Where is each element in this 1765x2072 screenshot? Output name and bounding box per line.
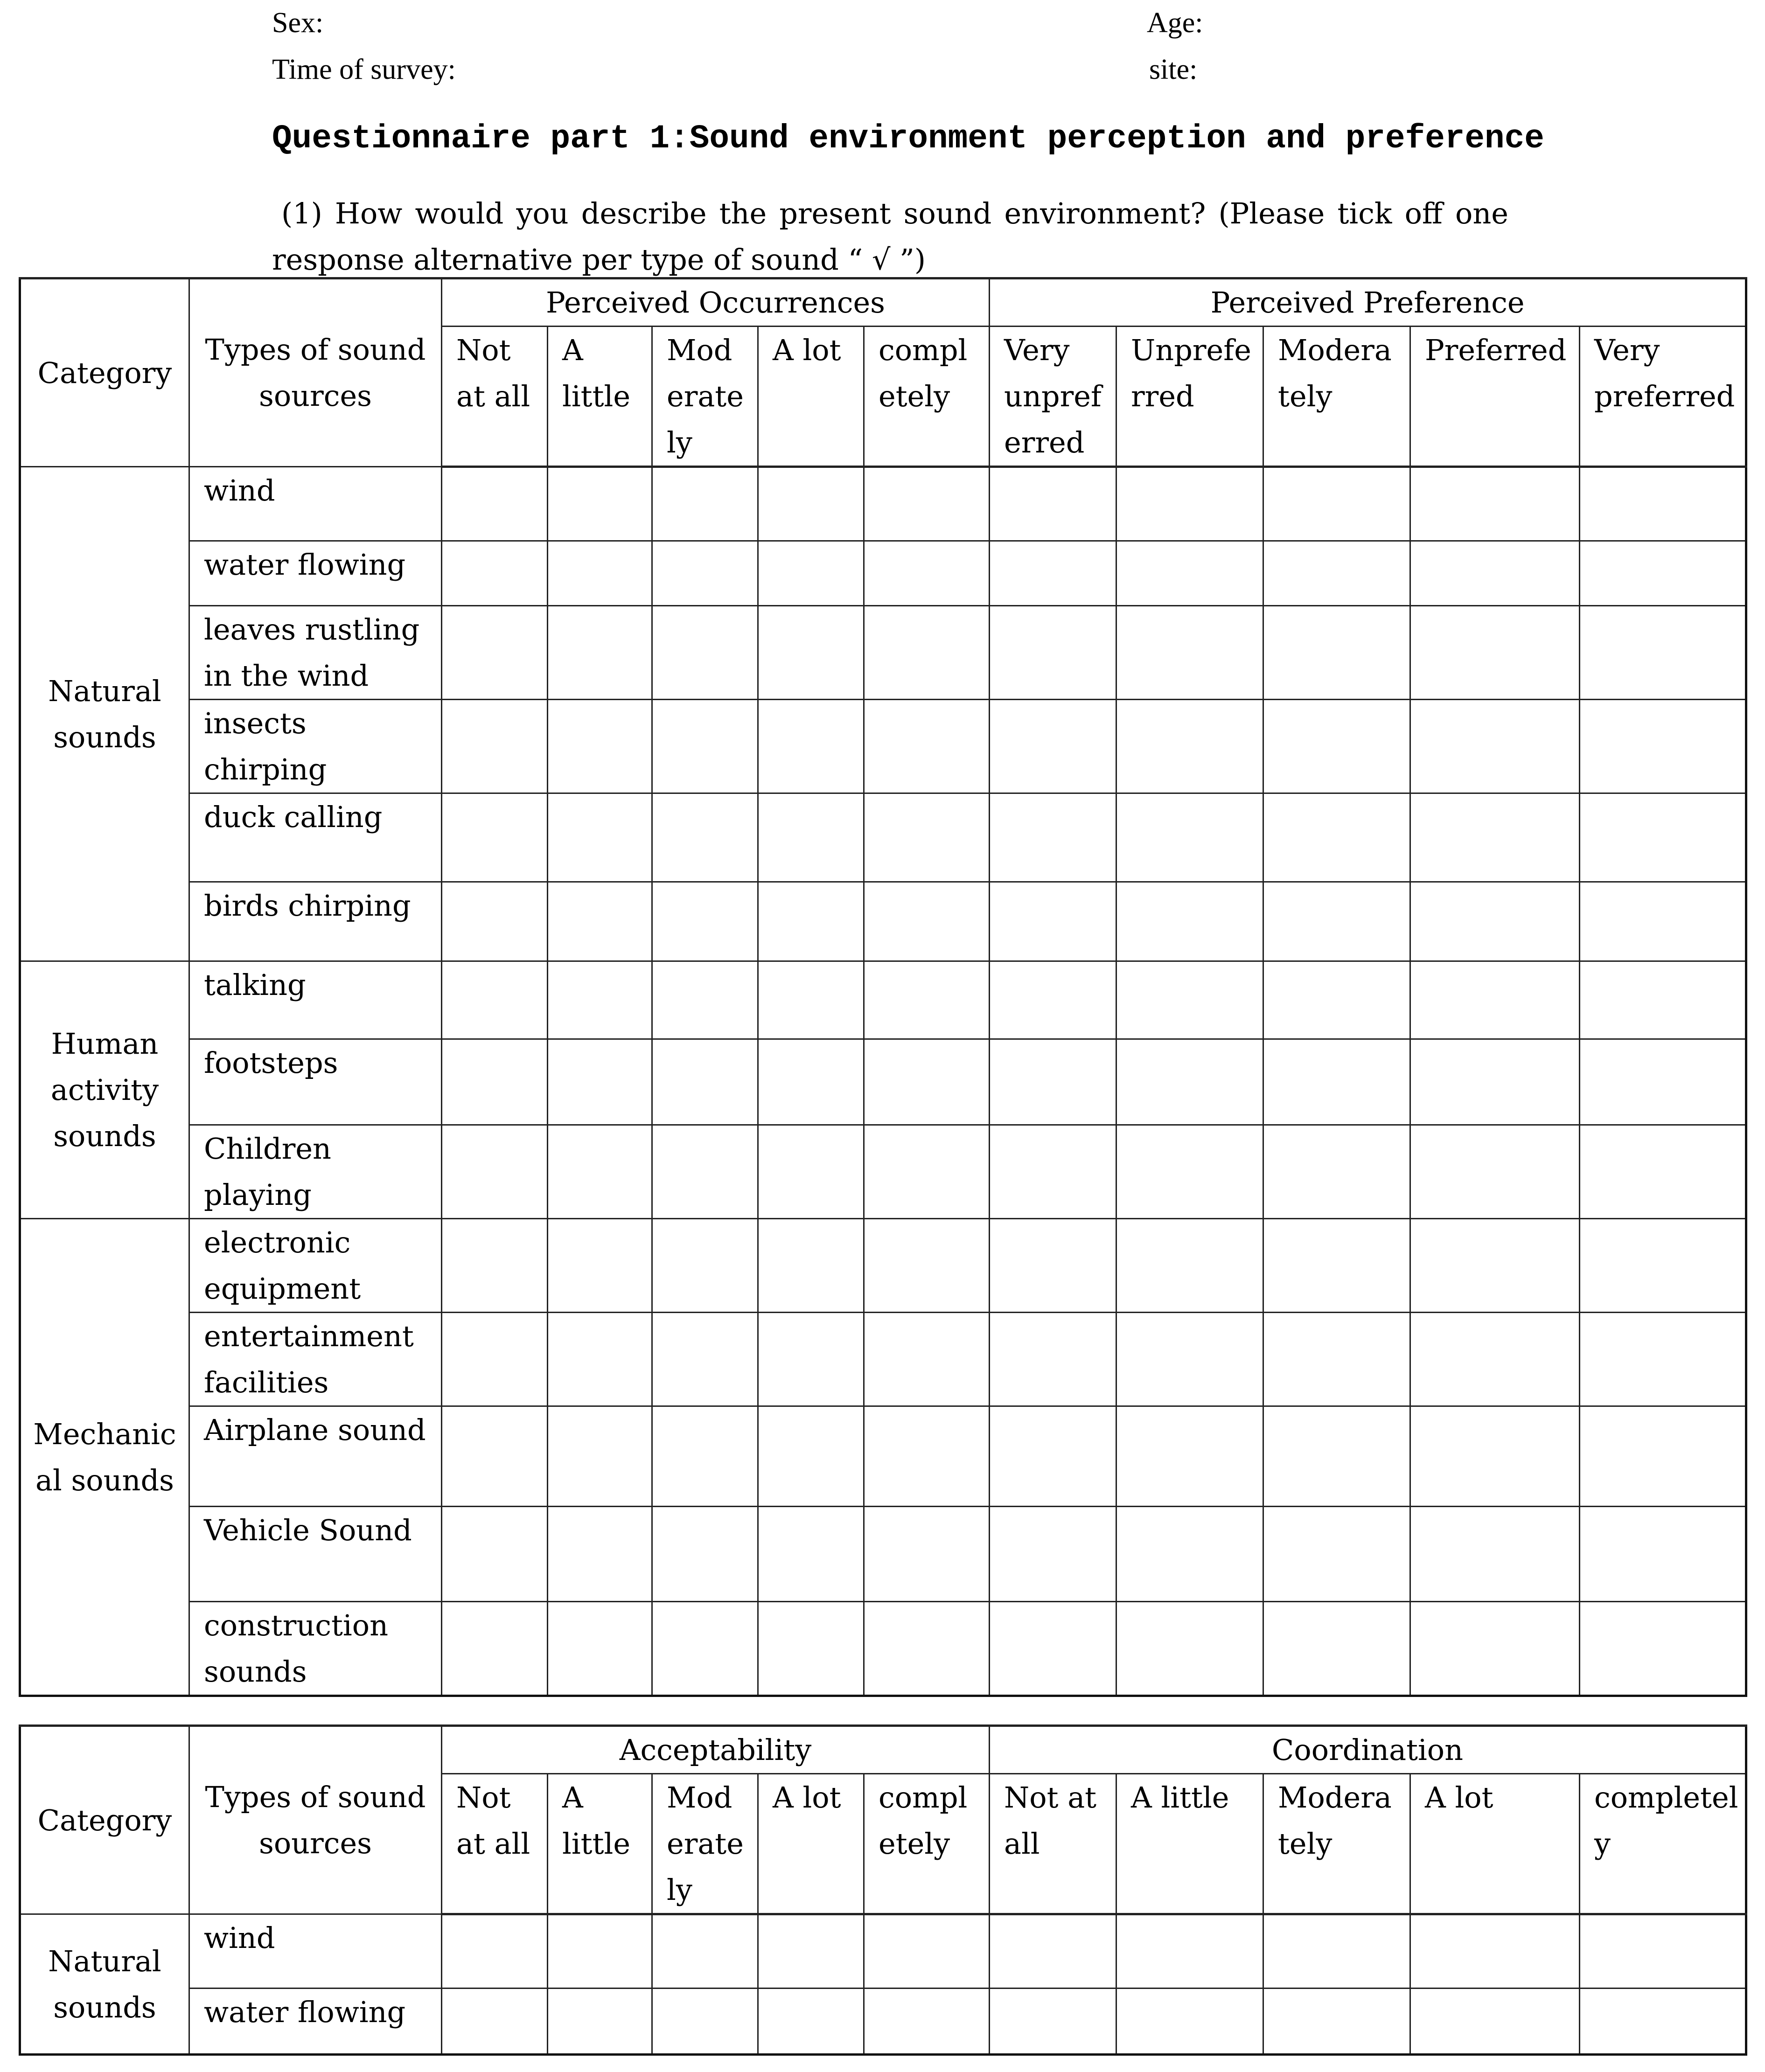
category-header: Category bbox=[20, 278, 189, 467]
response-cell-perceived-preference-4[interactable] bbox=[1410, 606, 1580, 700]
response-cell-perceived-occurrences-1[interactable] bbox=[442, 1039, 548, 1125]
response-cell-coordination-3[interactable] bbox=[1263, 1989, 1410, 2055]
response-cell-perceived-preference-2[interactable] bbox=[1116, 700, 1263, 793]
response-cell-coordination-1[interactable] bbox=[990, 1989, 1116, 2055]
response-cell-perceived-occurrences-4[interactable] bbox=[758, 1507, 864, 1602]
response-cell-perceived-preference-2[interactable] bbox=[1116, 1039, 1263, 1125]
response-cell-perceived-preference-3[interactable] bbox=[1263, 1219, 1410, 1313]
response-cell-perceived-preference-1[interactable] bbox=[990, 961, 1116, 1039]
response-cell-perceived-preference-2[interactable] bbox=[1116, 1602, 1263, 1696]
response-cell-perceived-occurrences-4[interactable] bbox=[758, 467, 864, 541]
option-header-coordination-2: A little bbox=[1116, 1774, 1263, 1914]
response-cell-perceived-occurrences-5[interactable] bbox=[864, 1125, 990, 1219]
response-cell-perceived-preference-2[interactable] bbox=[1116, 1406, 1263, 1507]
response-cell-acceptability-4[interactable] bbox=[758, 1914, 864, 1989]
response-cell-perceived-preference-2[interactable] bbox=[1116, 606, 1263, 700]
sound-source-electronic-equipment: electronic equipment bbox=[189, 1219, 442, 1313]
response-cell-perceived-preference-5[interactable] bbox=[1580, 1406, 1746, 1507]
option-header-acceptability-4: A lot bbox=[758, 1774, 864, 1914]
response-cell-perceived-occurrences-2[interactable] bbox=[548, 1219, 652, 1313]
response-cell-perceived-preference-2[interactable] bbox=[1116, 882, 1263, 961]
time-of-survey-label: Time of survey: bbox=[272, 54, 456, 85]
response-cell-perceived-occurrences-2[interactable] bbox=[548, 1039, 652, 1125]
response-cell-perceived-preference-5[interactable] bbox=[1580, 1219, 1746, 1313]
group-header-acceptability: Acceptability bbox=[442, 1726, 990, 1774]
table-row bbox=[20, 467, 1746, 541]
response-cell-perceived-occurrences-1[interactable] bbox=[442, 882, 548, 961]
sound-source-footsteps: footsteps bbox=[189, 1039, 442, 1125]
response-cell-perceived-occurrences-4[interactable] bbox=[758, 1602, 864, 1696]
perception-preference-table bbox=[19, 277, 1747, 1697]
response-cell-perceived-preference-2[interactable] bbox=[1116, 467, 1263, 541]
table-row bbox=[20, 1989, 1746, 2055]
table-row bbox=[20, 541, 1746, 606]
sound-source-wind: wind bbox=[189, 467, 442, 541]
response-cell-perceived-preference-1[interactable] bbox=[990, 793, 1116, 882]
response-cell-acceptability-5[interactable] bbox=[864, 1989, 990, 2055]
response-cell-perceived-occurrences-5[interactable] bbox=[864, 541, 990, 606]
response-cell-perceived-preference-3[interactable] bbox=[1263, 1406, 1410, 1507]
sound-source-insects-chirping: insects chirping bbox=[189, 700, 442, 793]
table-row bbox=[20, 1406, 1746, 1507]
sound-source-airplane-sound: Airplane sound bbox=[189, 1406, 442, 1507]
response-cell-perceived-preference-2[interactable] bbox=[1116, 1219, 1263, 1313]
response-cell-perceived-preference-4[interactable] bbox=[1410, 1219, 1580, 1313]
option-header-perceived-preference-3: Modera tely bbox=[1263, 327, 1410, 467]
response-cell-perceived-preference-3[interactable] bbox=[1263, 541, 1410, 606]
response-cell-perceived-occurrences-5[interactable] bbox=[864, 1219, 990, 1313]
response-cell-perceived-occurrences-1[interactable] bbox=[442, 961, 548, 1039]
response-cell-perceived-preference-4[interactable] bbox=[1410, 700, 1580, 793]
site-label: site: bbox=[1149, 54, 1198, 85]
response-cell-acceptability-1[interactable] bbox=[442, 1989, 548, 2055]
response-cell-perceived-preference-3[interactable] bbox=[1263, 467, 1410, 541]
sound-source-duck-calling: duck calling bbox=[189, 793, 442, 882]
response-cell-perceived-occurrences-4[interactable] bbox=[758, 793, 864, 882]
response-cell-perceived-preference-4[interactable] bbox=[1410, 1313, 1580, 1406]
option-header-perceived-occurrences-4: A lot bbox=[758, 327, 864, 467]
response-cell-perceived-preference-3[interactable] bbox=[1263, 1313, 1410, 1406]
response-cell-perceived-preference-4[interactable] bbox=[1410, 793, 1580, 882]
response-cell-perceived-occurrences-3[interactable] bbox=[652, 1125, 758, 1219]
response-cell-perceived-preference-1[interactable] bbox=[990, 606, 1116, 700]
table-row bbox=[20, 1602, 1746, 1696]
response-cell-perceived-preference-1[interactable] bbox=[990, 1125, 1116, 1219]
table-row bbox=[20, 1039, 1746, 1125]
response-cell-perceived-occurrences-4[interactable] bbox=[758, 1313, 864, 1406]
response-cell-perceived-occurrences-3[interactable] bbox=[652, 1313, 758, 1406]
response-cell-perceived-preference-2[interactable] bbox=[1116, 1125, 1263, 1219]
category-mechanic-al-sounds: Mechanic al sounds bbox=[20, 1219, 189, 1696]
category-human-activity-sounds: Human activity sounds bbox=[20, 961, 189, 1219]
response-cell-perceived-preference-5[interactable] bbox=[1580, 961, 1746, 1039]
response-cell-perceived-preference-5[interactable] bbox=[1580, 1507, 1746, 1602]
age-label: Age: bbox=[1147, 7, 1203, 39]
category-header: Category bbox=[20, 1726, 189, 1914]
response-cell-perceived-preference-1[interactable] bbox=[990, 1039, 1116, 1125]
response-cell-perceived-occurrences-5[interactable] bbox=[864, 1313, 990, 1406]
page-title: Questionnaire part 1:Sound environment perception and preference bbox=[272, 120, 1544, 158]
sound-source-water-flowing: water flowing bbox=[189, 541, 442, 606]
response-cell-perceived-occurrences-2[interactable] bbox=[548, 1602, 652, 1696]
response-cell-perceived-occurrences-4[interactable] bbox=[758, 961, 864, 1039]
category-natural-sounds: Natural sounds bbox=[20, 467, 189, 961]
option-header-perceived-preference-5: Very preferred bbox=[1580, 327, 1746, 467]
response-cell-perceived-preference-1[interactable] bbox=[990, 1219, 1116, 1313]
response-cell-perceived-occurrences-4[interactable] bbox=[758, 606, 864, 700]
response-cell-perceived-occurrences-1[interactable] bbox=[442, 1313, 548, 1406]
table-row bbox=[20, 961, 1746, 1039]
response-cell-perceived-preference-4[interactable] bbox=[1410, 541, 1580, 606]
response-cell-coordination-4[interactable] bbox=[1410, 1914, 1580, 1989]
response-cell-perceived-preference-5[interactable] bbox=[1580, 606, 1746, 700]
response-cell-perceived-occurrences-2[interactable] bbox=[548, 1313, 652, 1406]
response-cell-perceived-occurrences-2[interactable] bbox=[548, 1125, 652, 1219]
response-cell-perceived-preference-3[interactable] bbox=[1263, 1125, 1410, 1219]
response-cell-perceived-occurrences-5[interactable] bbox=[864, 1039, 990, 1125]
sound-source-wind: wind bbox=[189, 1914, 442, 1989]
response-cell-perceived-occurrences-2[interactable] bbox=[548, 793, 652, 882]
response-cell-perceived-preference-3[interactable] bbox=[1263, 793, 1410, 882]
response-cell-coordination-2[interactable] bbox=[1116, 1989, 1263, 2055]
option-header-perceived-occurrences-1: Not at all bbox=[442, 327, 548, 467]
response-cell-acceptability-5[interactable] bbox=[864, 1914, 990, 1989]
table-row bbox=[20, 606, 1746, 700]
response-cell-perceived-preference-5[interactable] bbox=[1580, 700, 1746, 793]
response-cell-perceived-occurrences-3[interactable] bbox=[652, 882, 758, 961]
response-cell-perceived-preference-3[interactable] bbox=[1263, 961, 1410, 1039]
acceptability-coordination-table bbox=[19, 1724, 1747, 2056]
response-cell-perceived-occurrences-1[interactable] bbox=[442, 793, 548, 882]
question-1 bbox=[272, 190, 1508, 283]
group-header-perceived-preference: Perceived Preference bbox=[990, 278, 1746, 327]
response-cell-perceived-occurrences-3[interactable] bbox=[652, 700, 758, 793]
sound-type-header: Types of sound sources bbox=[189, 1726, 442, 1914]
response-cell-acceptability-2[interactable] bbox=[548, 1989, 652, 2055]
response-cell-perceived-occurrences-3[interactable] bbox=[652, 467, 758, 541]
response-cell-perceived-preference-1[interactable] bbox=[990, 1507, 1116, 1602]
option-header-perceived-preference-1: Very unpref erred bbox=[990, 327, 1116, 467]
table-row bbox=[20, 882, 1746, 961]
response-cell-perceived-preference-1[interactable] bbox=[990, 700, 1116, 793]
response-cell-perceived-preference-3[interactable] bbox=[1263, 700, 1410, 793]
response-cell-perceived-preference-5[interactable] bbox=[1580, 1125, 1746, 1219]
response-cell-perceived-preference-4[interactable] bbox=[1410, 467, 1580, 541]
response-cell-perceived-occurrences-2[interactable] bbox=[548, 882, 652, 961]
response-cell-acceptability-4[interactable] bbox=[758, 1989, 864, 2055]
response-cell-acceptability-1[interactable] bbox=[442, 1914, 548, 1989]
group-header-coordination: Coordination bbox=[990, 1726, 1746, 1774]
table-row bbox=[20, 1219, 1746, 1313]
response-cell-perceived-preference-3[interactable] bbox=[1263, 1039, 1410, 1125]
response-cell-perceived-occurrences-1[interactable] bbox=[442, 541, 548, 606]
response-cell-perceived-occurrences-5[interactable] bbox=[864, 1602, 990, 1696]
response-cell-coordination-5[interactable] bbox=[1580, 1914, 1746, 1989]
response-cell-acceptability-2[interactable] bbox=[548, 1914, 652, 1989]
response-cell-perceived-occurrences-2[interactable] bbox=[548, 1406, 652, 1507]
response-cell-perceived-preference-4[interactable] bbox=[1410, 961, 1580, 1039]
question-line-1: (1) How would you describe the present sound environment? (Please tick off one bbox=[281, 196, 1508, 230]
response-cell-perceived-preference-4[interactable] bbox=[1410, 1507, 1580, 1602]
response-cell-perceived-preference-1[interactable] bbox=[990, 467, 1116, 541]
response-cell-perceived-occurrences-1[interactable] bbox=[442, 1507, 548, 1602]
sound-source-children-playing: Children playing bbox=[189, 1125, 442, 1219]
response-cell-perceived-preference-4[interactable] bbox=[1410, 1125, 1580, 1219]
response-cell-perceived-preference-1[interactable] bbox=[990, 541, 1116, 606]
table-row bbox=[20, 1125, 1746, 1219]
response-cell-perceived-occurrences-3[interactable] bbox=[652, 793, 758, 882]
sound-source-birds-chirping: birds chirping bbox=[189, 882, 442, 961]
response-cell-coordination-3[interactable] bbox=[1263, 1914, 1410, 1989]
response-cell-perceived-occurrences-3[interactable] bbox=[652, 541, 758, 606]
table-row bbox=[20, 700, 1746, 793]
response-cell-perceived-occurrences-1[interactable] bbox=[442, 1219, 548, 1313]
response-cell-perceived-occurrences-1[interactable] bbox=[442, 606, 548, 700]
option-header-acceptability-5: compl etely bbox=[864, 1774, 990, 1914]
response-cell-perceived-occurrences-3[interactable] bbox=[652, 1039, 758, 1125]
response-cell-perceived-occurrences-3[interactable] bbox=[652, 1602, 758, 1696]
response-cell-perceived-preference-2[interactable] bbox=[1116, 961, 1263, 1039]
response-cell-perceived-occurrences-4[interactable] bbox=[758, 1219, 864, 1313]
option-header-perceived-occurrences-5: compl etely bbox=[864, 327, 990, 467]
response-cell-perceived-occurrences-1[interactable] bbox=[442, 467, 548, 541]
response-cell-perceived-occurrences-5[interactable] bbox=[864, 1507, 990, 1602]
response-cell-perceived-occurrences-3[interactable] bbox=[652, 1219, 758, 1313]
response-cell-perceived-preference-2[interactable] bbox=[1116, 1313, 1263, 1406]
option-header-coordination-5: completel y bbox=[1580, 1774, 1746, 1914]
response-cell-perceived-occurrences-4[interactable] bbox=[758, 1125, 864, 1219]
question-line-2: response alternative per type of sound “ √ ”) bbox=[272, 243, 926, 277]
response-cell-perceived-preference-2[interactable] bbox=[1116, 541, 1263, 606]
response-cell-perceived-occurrences-1[interactable] bbox=[442, 1125, 548, 1219]
response-cell-perceived-occurrences-4[interactable] bbox=[758, 700, 864, 793]
response-cell-perceived-occurrences-3[interactable] bbox=[652, 1507, 758, 1602]
response-cell-perceived-occurrences-2[interactable] bbox=[548, 606, 652, 700]
response-cell-perceived-preference-1[interactable] bbox=[990, 1313, 1116, 1406]
table-row bbox=[20, 1313, 1746, 1406]
option-header-coordination-1: Not at all bbox=[990, 1774, 1116, 1914]
group-header-perceived-occurrences: Perceived Occurrences bbox=[442, 278, 990, 327]
response-cell-perceived-preference-1[interactable] bbox=[990, 882, 1116, 961]
response-cell-perceived-preference-3[interactable] bbox=[1263, 1507, 1410, 1602]
response-cell-perceived-preference-3[interactable] bbox=[1263, 1602, 1410, 1696]
option-header-acceptability-3: Mod erate ly bbox=[652, 1774, 758, 1914]
response-cell-perceived-occurrences-2[interactable] bbox=[548, 467, 652, 541]
table-row bbox=[20, 1507, 1746, 1602]
option-header-acceptability-2: A little bbox=[548, 1774, 652, 1914]
response-cell-perceived-occurrences-4[interactable] bbox=[758, 882, 864, 961]
response-cell-perceived-preference-5[interactable] bbox=[1580, 1039, 1746, 1125]
option-header-acceptability-1: Not at all bbox=[442, 1774, 548, 1914]
response-cell-perceived-preference-3[interactable] bbox=[1263, 606, 1410, 700]
option-header-coordination-4: A lot bbox=[1410, 1774, 1580, 1914]
response-cell-coordination-1[interactable] bbox=[990, 1914, 1116, 1989]
response-cell-perceived-preference-4[interactable] bbox=[1410, 1602, 1580, 1696]
response-cell-perceived-preference-4[interactable] bbox=[1410, 1039, 1580, 1125]
sound-source-vehicle-sound: Vehicle Sound bbox=[189, 1507, 442, 1602]
response-cell-perceived-preference-1[interactable] bbox=[990, 1406, 1116, 1507]
response-cell-perceived-occurrences-4[interactable] bbox=[758, 1039, 864, 1125]
response-cell-perceived-occurrences-1[interactable] bbox=[442, 1602, 548, 1696]
sound-source-talking: talking bbox=[189, 961, 442, 1039]
option-header-perceived-occurrences-2: A little bbox=[548, 327, 652, 467]
response-cell-perceived-occurrences-4[interactable] bbox=[758, 541, 864, 606]
response-cell-coordination-4[interactable] bbox=[1410, 1989, 1580, 2055]
response-cell-perceived-preference-4[interactable] bbox=[1410, 882, 1580, 961]
response-cell-acceptability-3[interactable] bbox=[652, 1914, 758, 1989]
option-header-perceived-preference-2: Unprefe rred bbox=[1116, 327, 1263, 467]
response-cell-perceived-occurrences-5[interactable] bbox=[864, 882, 990, 961]
response-cell-perceived-preference-5[interactable] bbox=[1580, 467, 1746, 541]
response-cell-perceived-preference-3[interactable] bbox=[1263, 882, 1410, 961]
sound-source-entertainment-facilities: entertainment facilities bbox=[189, 1313, 442, 1406]
response-cell-perceived-occurrences-2[interactable] bbox=[548, 1507, 652, 1602]
response-cell-perceived-occurrences-5[interactable] bbox=[864, 700, 990, 793]
response-cell-perceived-occurrences-2[interactable] bbox=[548, 700, 652, 793]
response-cell-perceived-preference-5[interactable] bbox=[1580, 1602, 1746, 1696]
response-cell-perceived-occurrences-1[interactable] bbox=[442, 1406, 548, 1507]
response-cell-perceived-occurrences-3[interactable] bbox=[652, 606, 758, 700]
response-cell-coordination-5[interactable] bbox=[1580, 1989, 1746, 2055]
table-row bbox=[20, 1914, 1746, 1989]
response-cell-perceived-occurrences-3[interactable] bbox=[652, 1406, 758, 1507]
response-cell-perceived-preference-1[interactable] bbox=[990, 1602, 1116, 1696]
sound-type-header: Types of sound sources bbox=[189, 278, 442, 467]
category-natural-sounds: Natural sounds bbox=[20, 1914, 189, 2055]
response-cell-perceived-preference-5[interactable] bbox=[1580, 882, 1746, 961]
response-cell-perceived-occurrences-3[interactable] bbox=[652, 961, 758, 1039]
response-cell-perceived-occurrences-5[interactable] bbox=[864, 1406, 990, 1507]
response-cell-perceived-occurrences-5[interactable] bbox=[864, 961, 990, 1039]
response-cell-perceived-occurrences-2[interactable] bbox=[548, 961, 652, 1039]
response-cell-perceived-preference-5[interactable] bbox=[1580, 1313, 1746, 1406]
response-cell-perceived-occurrences-5[interactable] bbox=[864, 467, 990, 541]
sound-source-construction-sounds: construction sounds bbox=[189, 1602, 442, 1696]
option-header-perceived-occurrences-3: Mod erate ly bbox=[652, 327, 758, 467]
response-cell-perceived-preference-5[interactable] bbox=[1580, 793, 1746, 882]
response-cell-acceptability-3[interactable] bbox=[652, 1989, 758, 2055]
response-cell-coordination-2[interactable] bbox=[1116, 1914, 1263, 1989]
response-cell-perceived-preference-2[interactable] bbox=[1116, 1507, 1263, 1602]
response-cell-perceived-occurrences-2[interactable] bbox=[548, 541, 652, 606]
response-cell-perceived-preference-5[interactable] bbox=[1580, 541, 1746, 606]
option-header-perceived-preference-4: Preferred bbox=[1410, 327, 1580, 467]
response-cell-perceived-preference-2[interactable] bbox=[1116, 793, 1263, 882]
response-cell-perceived-occurrences-5[interactable] bbox=[864, 606, 990, 700]
option-header-coordination-3: Modera tely bbox=[1263, 1774, 1410, 1914]
sound-source-leaves-rustling-in-the-wind: leaves rustling in the wind bbox=[189, 606, 442, 700]
sex-label: Sex: bbox=[272, 7, 324, 39]
response-cell-perceived-occurrences-4[interactable] bbox=[758, 1406, 864, 1507]
table-row bbox=[20, 793, 1746, 882]
response-cell-perceived-occurrences-1[interactable] bbox=[442, 700, 548, 793]
sound-source-water-flowing: water flowing bbox=[189, 1989, 442, 2055]
response-cell-perceived-preference-4[interactable] bbox=[1410, 1406, 1580, 1507]
response-cell-perceived-occurrences-5[interactable] bbox=[864, 793, 990, 882]
